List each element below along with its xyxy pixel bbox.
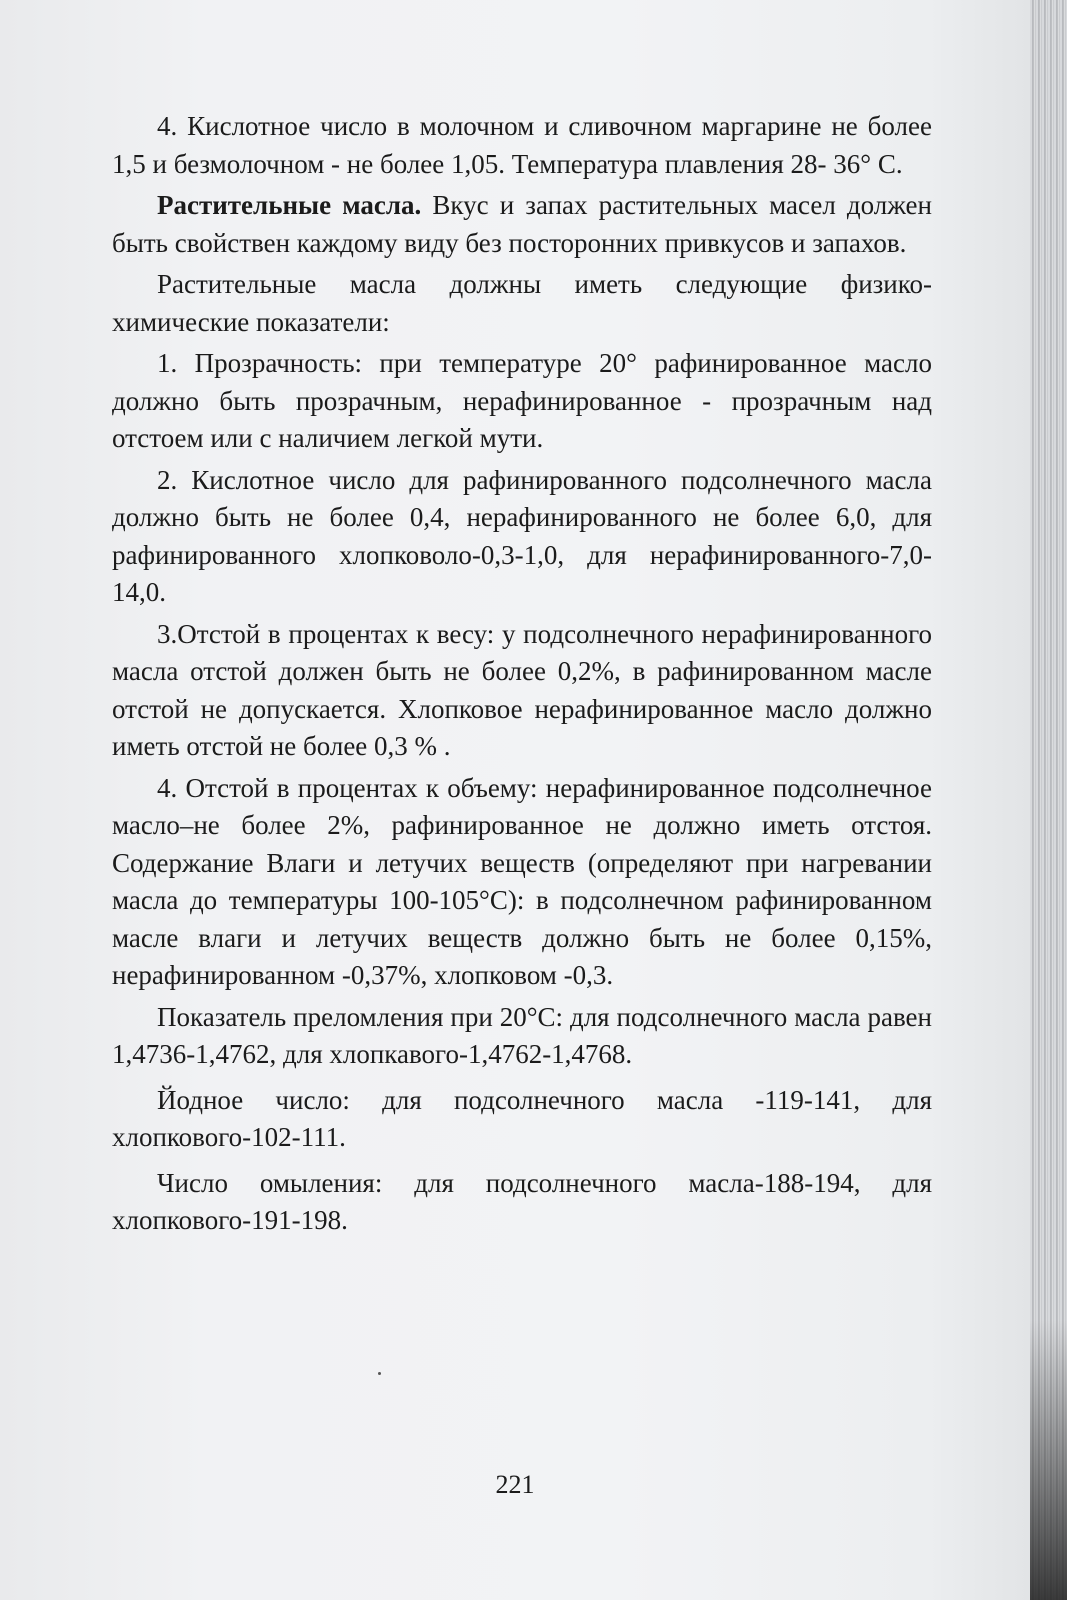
paragraph-sediment-weight: 3.Отстой в процентах к весу: у подсолнечного нерафинированного масла отстой должен быть не более 0,2%, в рафинированном масле отстой не допускается. Хлопковое нерафинированное масло должно иметь отстой не более 0,3 % . <box>112 618 932 761</box>
paragraph-saponification-number: Число омыления: для подсолнечного масла-188-194, для хлопкового-191-198. <box>112 1167 932 1235</box>
paragraph-acid-number-margarine: 4. Кислотное число в молочном и сливочном маргарине не более 1,5 и безмолочном - не более 1,05. Температура плавления 28- 36° С. <box>112 111 932 179</box>
paragraph-iodine-number: Йодное число: для подсолнечного масла -119-141, для хлопкового-102-111. <box>112 1084 932 1152</box>
paragraph-sediment-volume: 4. Отстой в процентах к объему: нерафинированное подсолнечное масло–не более 2%, рафинированное не должно иметь отстоя. Содержание Влаги и летучих веществ (определяют при нагревании масла до температуры 100-105°С): в подсолнечном рафинированном масле влаги и летучих веществ должно быть не более 0,15%, нерафинированном -0,37%, хлопковом -0,3. <box>112 772 932 990</box>
print-speck <box>378 1372 381 1375</box>
paragraph-transparency: 1. Прозрачность: при температуре 20° рафинированное масло должно быть прозрачным, нерафинированное - прозрачным над отстоем или с наличием легкой мути. <box>112 348 932 453</box>
section-heading-vegetable-oils: Растительные масла. <box>157 190 422 220</box>
book-page-edges <box>1030 0 1067 1600</box>
paragraph-indicators-intro: Растительные масла должны иметь следующие физико-химические показатели: <box>112 269 932 337</box>
body-text <box>112 108 932 1244</box>
paragraph-refractive-index: Показатель преломления при 20°С: для подсолнечного масла равен 1,4736-1,4762, для хлопкавого-1,4762-1,4768. <box>112 1001 932 1069</box>
paragraph-vegetable-oils: Растительные масла. Вкус и запах растительных масел должен быть свойствен каждому виду без посторонних привкусов и запахов. <box>112 190 932 258</box>
page-number: 221 <box>495 1470 535 1499</box>
paragraph-acid-number-oils: 2. Кислотное число для рафинированного подсолнечного масла должно быть не более 0,4, нерафинированного не более 6,0, для рафинированного хлопковоло-0,3-1,0, для нерафинированного-7,0-14,0. <box>112 464 932 607</box>
